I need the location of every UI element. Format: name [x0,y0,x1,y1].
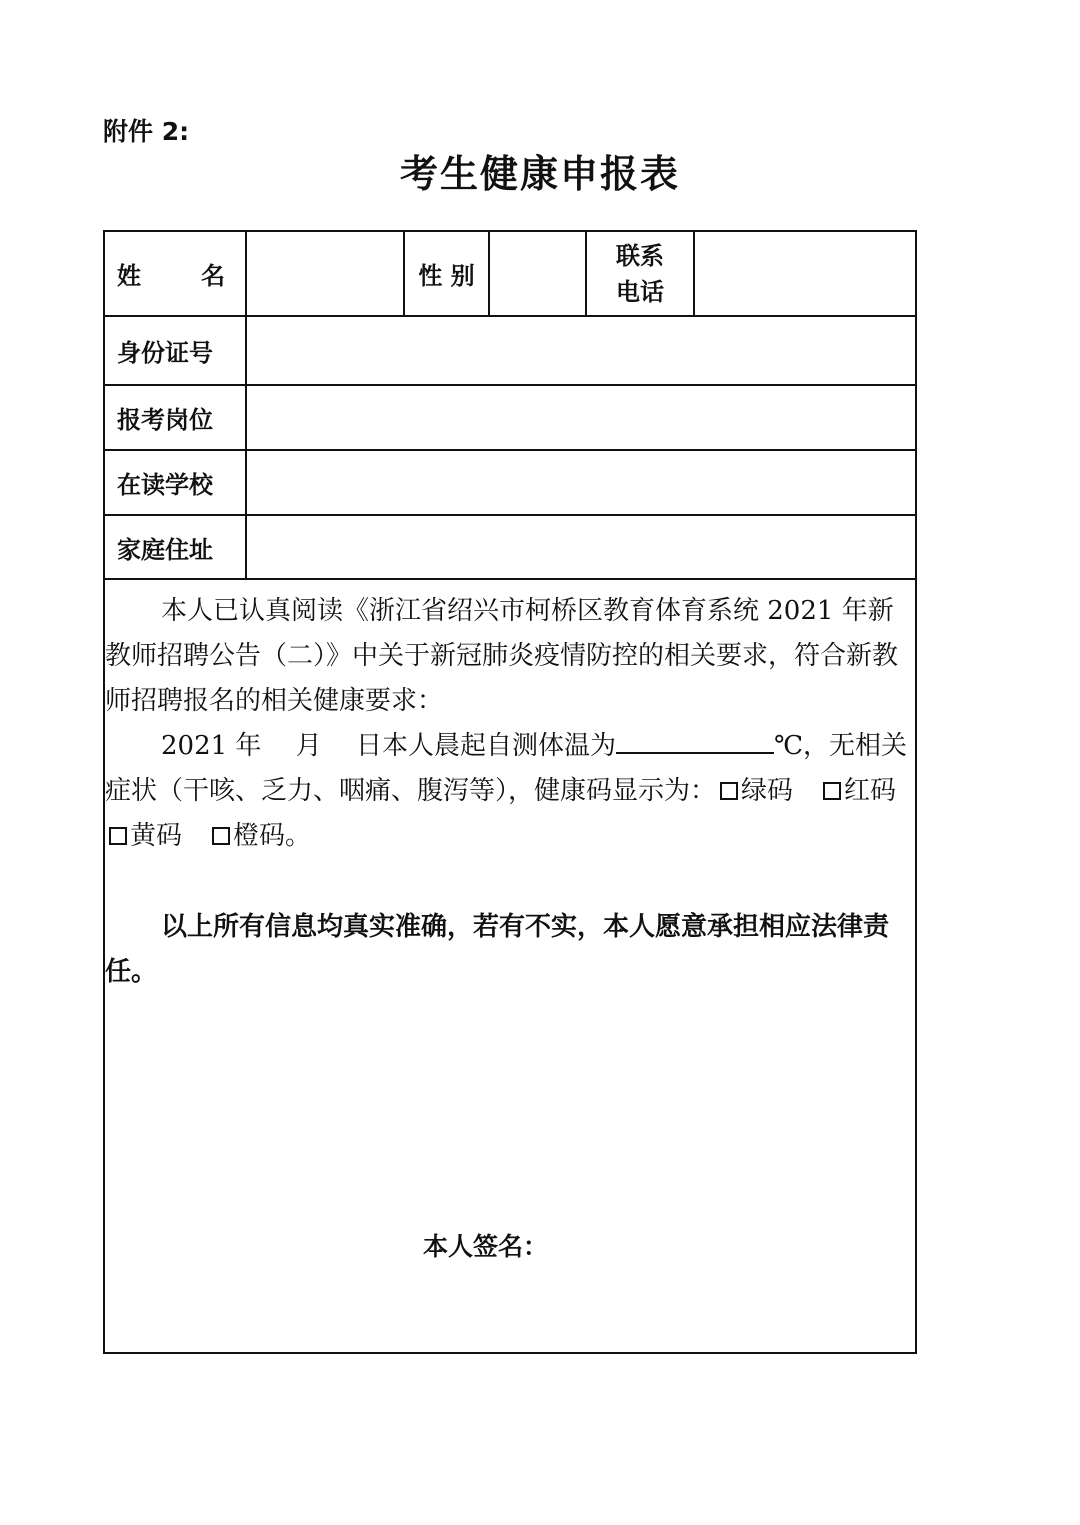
phone-label-line1: 联系 [616,241,664,270]
statement-paragraph-1: 本人已认真阅读《浙江省绍兴市柯桥区教育体育系统 2021 年新教师招聘公告（二）》中关于新冠肺炎疫情防控的相关要求，符合新教师招聘报名的相关健康要求： [105,596,899,716]
temperature-date-text: 2021 年 月 日本人晨起自测体温为 [161,731,616,761]
name-label-char2: 名 [201,262,225,290]
name-label [104,231,246,316]
orange-code-checkbox[interactable] [212,827,230,845]
temperature-unit-text: ℃，无相关症状（干咳、乏力、咽痛、腹泻等），健康码显示为： [105,731,908,806]
address-input[interactable] [246,515,916,579]
signature-label: 本人签名： [423,1232,549,1261]
position-input[interactable] [246,385,916,450]
row-id-number [104,316,916,385]
green-code-label: 绿码 [741,776,794,806]
row-school [104,450,916,515]
orange-code-label: 橙码。 [233,821,312,851]
health-declaration-form [103,230,917,1354]
temperature-blank[interactable] [616,726,774,754]
yellow-code-label: 黄码 [130,821,183,851]
red-code-label: 红码 [844,776,897,806]
statement-cell [104,579,916,1353]
phone-label [586,231,694,316]
row-position [104,385,916,450]
name-label-char1: 姓 [117,262,141,290]
red-code-checkbox[interactable] [823,782,841,800]
row-address [104,515,916,579]
page-title: 考生健康申报表 [399,152,680,196]
row-name [104,231,916,316]
attachment-label: 附件 2: [103,117,190,146]
gender-input[interactable] [489,231,586,316]
gender-label: 性 别 [404,231,489,316]
green-code-checkbox[interactable] [720,782,738,800]
position-label: 报考岗位 [104,385,246,450]
statement-paragraph-2 [105,724,915,859]
address-label: 家庭住址 [104,515,246,579]
id-number-label: 身份证号 [104,316,246,385]
phone-label-line2: 电话 [616,277,664,306]
school-label: 在读学校 [104,450,246,515]
phone-input[interactable] [694,231,916,316]
row-statement [104,579,916,1353]
name-input[interactable] [246,231,404,316]
id-number-input[interactable] [246,316,916,385]
yellow-code-checkbox[interactable] [109,827,127,845]
declaration-text: 以上所有信息均真实准确，若有不实，本人愿意承担相应法律责任。 [105,912,890,987]
school-input[interactable] [246,450,916,515]
